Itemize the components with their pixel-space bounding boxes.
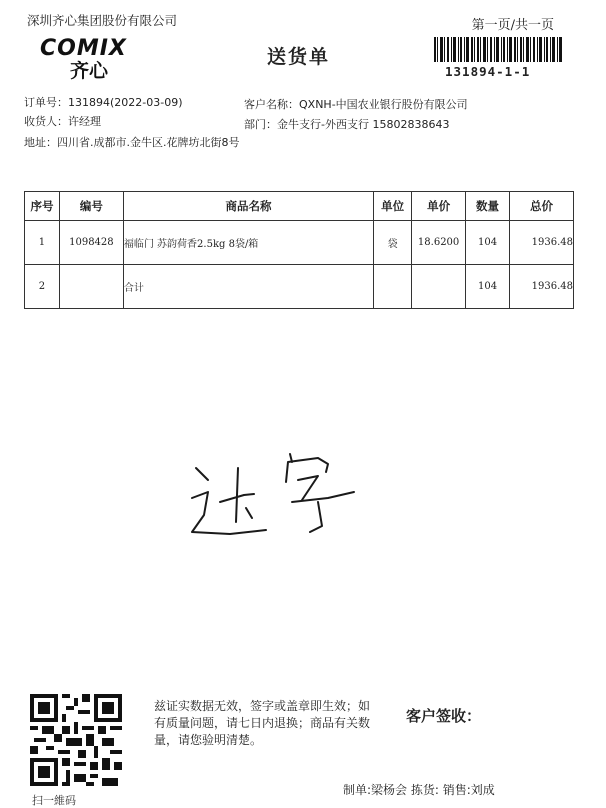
header-unit: 单位 <box>374 192 412 221</box>
department-value: 金牛支行-外西支行 15802838643 <box>277 118 450 131</box>
barcode <box>434 37 562 62</box>
order-number-label: 订单号： <box>24 96 68 109</box>
order-number-value: 131894(2022-03-09) <box>68 96 183 109</box>
header-seq: 序号 <box>25 192 60 221</box>
page-indicator: 第一页/共一页 <box>471 18 554 33</box>
customer-value: QXNH-中国农业银行股份有限公司 <box>299 98 468 111</box>
cell-unit: 袋 <box>374 221 412 265</box>
header-total: 总价 <box>510 192 574 221</box>
order-number-row <box>24 94 183 110</box>
qr-code <box>30 694 122 786</box>
qr-caption: 扫一維码 <box>32 794 76 807</box>
department-row <box>244 116 449 132</box>
cell-total: 1936.48 <box>510 265 574 309</box>
customer-signature-label: 客户签收： <box>406 707 482 725</box>
receiver-label: 收货人： <box>24 115 68 128</box>
document-title: 送货单 <box>267 46 331 68</box>
cell-unit-price <box>412 265 466 309</box>
comix-logo <box>40 38 155 82</box>
address-value: 四川省.成都市.金牛区.花牌坊北街8号 <box>57 136 240 149</box>
header-code: 编号 <box>59 192 123 221</box>
table-header-row <box>25 192 574 221</box>
staff-line: 制单:梁杨会 拣货: 销售:刘成 <box>343 783 495 797</box>
header-unit-price: 单价 <box>412 192 466 221</box>
cell-unit-price: 18.6200 <box>412 221 466 265</box>
cell-code: 1098428 <box>59 221 123 265</box>
validity-notice: 兹证实数据无效，签字或盖章即生效；如有质量问题，请七日内退换；商品有关数量，请您验明清楚。 <box>154 699 371 747</box>
table-row <box>25 221 574 265</box>
table-row <box>25 265 574 309</box>
items-table <box>24 191 574 309</box>
cell-unit <box>374 265 412 309</box>
logo-chinese: 齐心 <box>70 60 109 82</box>
customer-label: 客户名称： <box>244 98 299 111</box>
cell-quantity: 104 <box>466 221 510 265</box>
logo-word: COMIX <box>40 36 127 61</box>
receiver-value: 许经理 <box>68 115 101 128</box>
barcode-number: 131894-1-1 <box>445 64 531 79</box>
department-label: 部门： <box>244 118 277 131</box>
cell-seq: 1 <box>25 221 60 265</box>
address-row <box>24 134 240 150</box>
cell-quantity: 104 <box>466 265 510 309</box>
cell-product-name: 合计 <box>123 265 373 309</box>
company-name: 深圳齐心集团股份有限公司 <box>27 13 178 28</box>
handwritten-signature <box>178 440 378 550</box>
customer-row <box>244 96 468 112</box>
header-quantity: 数量 <box>466 192 510 221</box>
cell-total: 1936.48 <box>510 221 574 265</box>
cell-code <box>59 265 123 309</box>
cell-seq: 2 <box>25 265 60 309</box>
address-label: 地址： <box>24 136 57 149</box>
receiver-row <box>24 113 101 129</box>
header-product-name: 商品名称 <box>123 192 373 221</box>
cell-product-name: 福临门 苏韵荷香2.5kg 8袋/箱 <box>123 221 373 265</box>
